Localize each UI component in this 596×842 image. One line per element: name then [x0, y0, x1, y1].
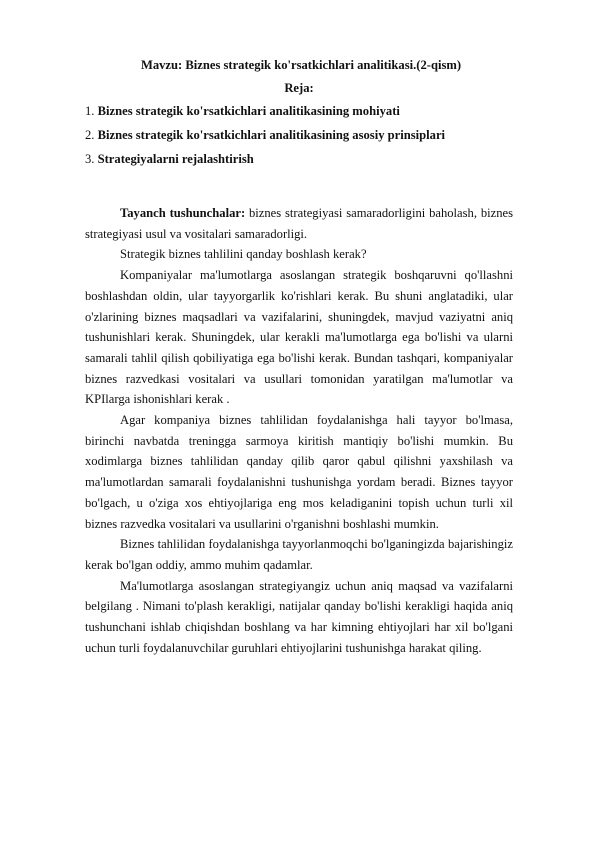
plan-item-number: 3.	[85, 152, 95, 166]
document-body	[85, 203, 513, 658]
body-paragraph: Strategik biznes tahlilini qanday boshlash kerak?	[120, 247, 367, 262]
plan-item	[85, 128, 525, 143]
body-paragraph: Ma'lumotlarga asoslangan strategiyangiz uchun aniq maqsad va vazifalarni belgilang . Nimani to'plash kerakligi, natijalar qanday bo'lishi kerakligi haqida aniq tushunchani ishlab chiqishdan boshlang va har kimning ehtiyojlari har xil bo'lgani uchun turli foydalanuvchilar guruhlari ehtiyojlarini tushunishga harakat qiling.	[85, 578, 513, 655]
plan-item	[85, 152, 525, 167]
plan-item-text: Biznes strategik ko'rsatkichlari analitikasining asosiy prinsiplari	[97, 128, 446, 142]
plan-item-number: 2.	[85, 128, 95, 142]
key-concepts-text: biznes strategiyasi samaradorligini baholash, biznes strategiyasi usul va vositalari samaradorligi.	[85, 206, 513, 241]
plan-heading: Reja:	[284, 81, 314, 95]
body-paragraph: Agar kompaniya biznes tahlilidan foydalanishga hali tayyor bo'lmasa, birinchi navbatda treningga sarmoya kiritish mantiqiy bo'lishi mumkin. Bu xodimlarga biznes tahlilidan qanday qilib qaror qabul qilishni yaxshilash va ma'lumotlardan samarali foydalanishni tushunishga yordam beradi. Biznes tayyor bo'lgach, u o'ziga xos ehtiyojlariga eng mos keladiganini topish uchun turli xil biznes razvedka vositalari va usullarini o'rganishni boshlashi mumkin.	[85, 413, 513, 531]
body-paragraph: Kompaniyalar ma'lumotlarga asoslangan strategik boshqaruvni qo'llashni boshlashdan oldin, ular tayyorgarlik ko'rishlari kerak. Bu shuni anglatadiki, ular o'zlarining biznes maqsadlari va vazifalarini, shuningdek, mavjud vaziyatni aniq tushunishlari kerak. Shuningdek, ular kerakli ma'lumotlarga ega bo'lishi va ularni samarali tahlil qilish qobiliyatiga ega bo'lishi kerak. Bundan tashqari, kompaniyalar biznes razvedkasi vositalari va usullari tomonidan yaratilgan ma'lumotlar va KPIlarga ishonishlari kerak .	[85, 268, 513, 407]
document-title: Mavzu: Biznes strategik ko'rsatkichlari analitikasi.(2-qism)	[140, 58, 462, 72]
plan-list	[85, 152, 525, 167]
plan-item-text: Biznes strategik ko'rsatkichlari analitikasining mohiyati	[97, 104, 400, 118]
plan-list	[85, 128, 525, 143]
key-concepts-label: Tayanch tushunchalar:	[120, 206, 246, 220]
plan-item-number: 1.	[85, 104, 95, 118]
plan-list	[85, 104, 525, 119]
key-concepts-paragraph	[85, 203, 513, 244]
body-paragraph: Biznes tahlilidan foydalanishga tayyorlanmoqchi bo'lganingizda bajarishingiz kerak bo'lgan oddiy, ammo muhim qadamlar.	[85, 537, 513, 572]
plan-item-text: Strategiyalarni rejalashtirish	[97, 152, 254, 166]
plan-item	[85, 104, 525, 119]
